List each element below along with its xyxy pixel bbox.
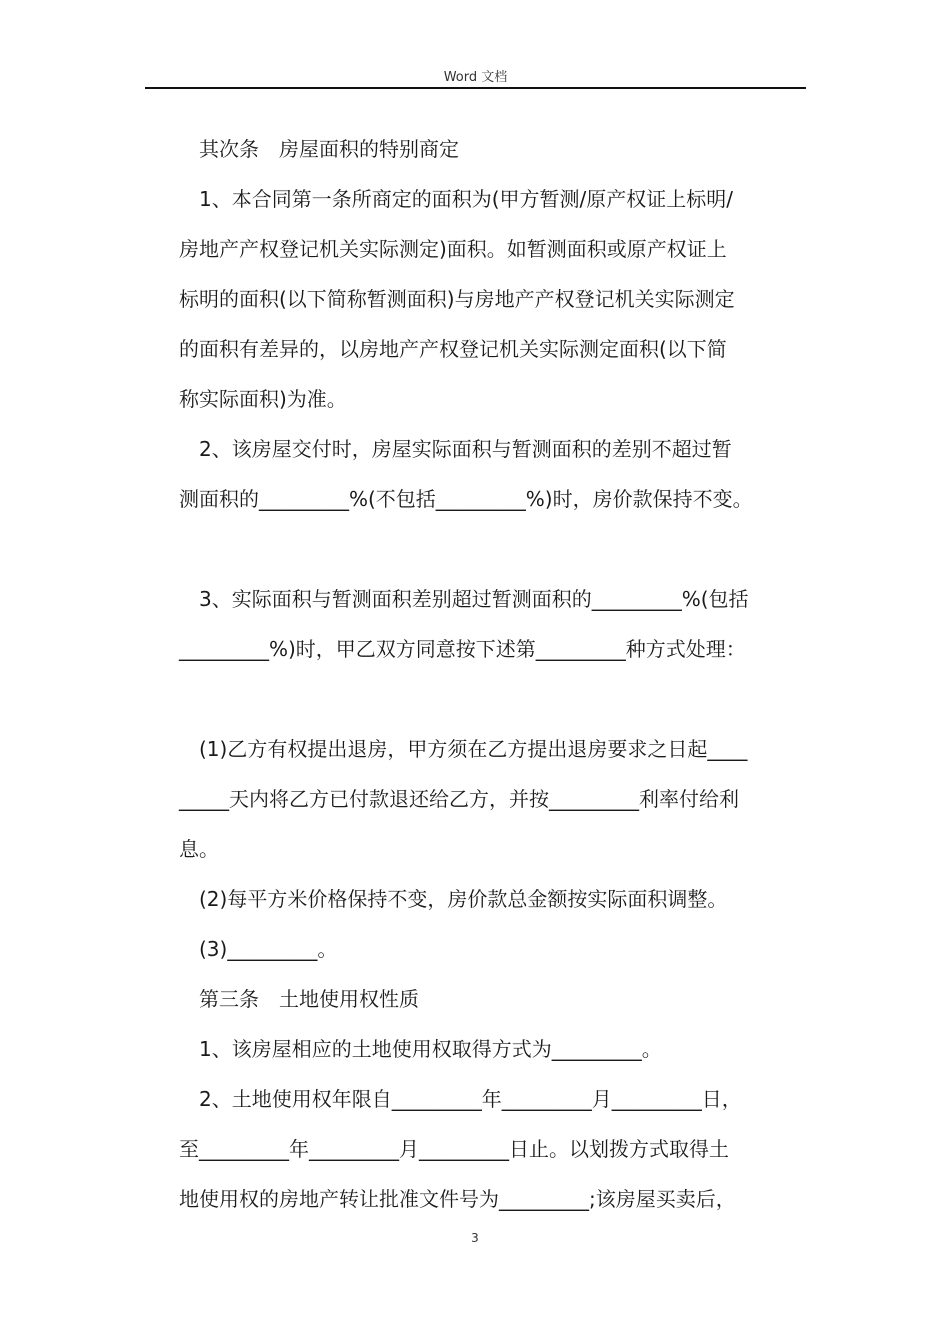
paragraph-line: 息。 <box>179 837 219 861</box>
paragraph-line: (1)乙方有权提出退房，甲方须在乙方提出退房要求之日起____ <box>199 737 748 761</box>
paragraph-line: 2、该房屋交付时，房屋实际面积与暂测面积的差别不超过暂 <box>199 437 732 461</box>
paragraph-line: (2)每平方米价格保持不变，房价款总金额按实际面积调整。 <box>199 887 728 911</box>
paragraph-line: 房地产产权登记机关实际测定)面积。如暂测面积或原产权证上 <box>179 237 727 261</box>
paragraph-line: 2、土地使用权年限自_________年_________月_________日， <box>199 1087 742 1111</box>
paragraph-line: _____天内将乙方已付款退还给乙方，并按_________利率付给利 <box>179 787 739 811</box>
paragraph-line: 1、该房屋相应的土地使用权取得方式为_________。 <box>199 1037 662 1061</box>
blank-line <box>179 674 809 724</box>
header-rule <box>145 87 806 89</box>
page-header: Word 文档 <box>443 70 508 85</box>
paragraph-line: _________%)时，甲乙双方同意按下述第_________种方式处理： <box>179 637 746 661</box>
paragraph-line: 标明的面积(以下简称暂测面积)与房地产产权登记机关实际测定 <box>179 287 735 311</box>
blank-line <box>179 524 809 574</box>
paragraph-line: 的面积有差异的，以房地产产权登记机关实际测定面积(以下简 <box>179 337 727 361</box>
section-heading-area-terms: 其次条 房屋面积的特别商定 <box>199 137 459 161</box>
paragraph-line: (3)_________。 <box>199 937 338 961</box>
paragraph-line: 测面积的_________%(不包括_________%)时，房价款保持不变。 <box>179 487 753 511</box>
document-body <box>179 124 809 1224</box>
page-number: 3 <box>471 1231 479 1245</box>
paragraph-line: 至_________年_________月_________日止。以划拨方式取得土 <box>179 1137 729 1161</box>
section-heading-land-use: 第三条 土地使用权性质 <box>199 987 419 1011</box>
paragraph-line: 3、实际面积与暂测面积差别超过暂测面积的_________%(包括 <box>199 587 749 611</box>
paragraph-line: 1、本合同第一条所商定的面积为(甲方暂测/原产权证上标明/ <box>199 187 734 211</box>
paragraph-line: 地使用权的房地产转让批准文件号为_________;该房屋买卖后， <box>179 1187 736 1211</box>
paragraph-line: 称实际面积)为准。 <box>179 387 347 411</box>
